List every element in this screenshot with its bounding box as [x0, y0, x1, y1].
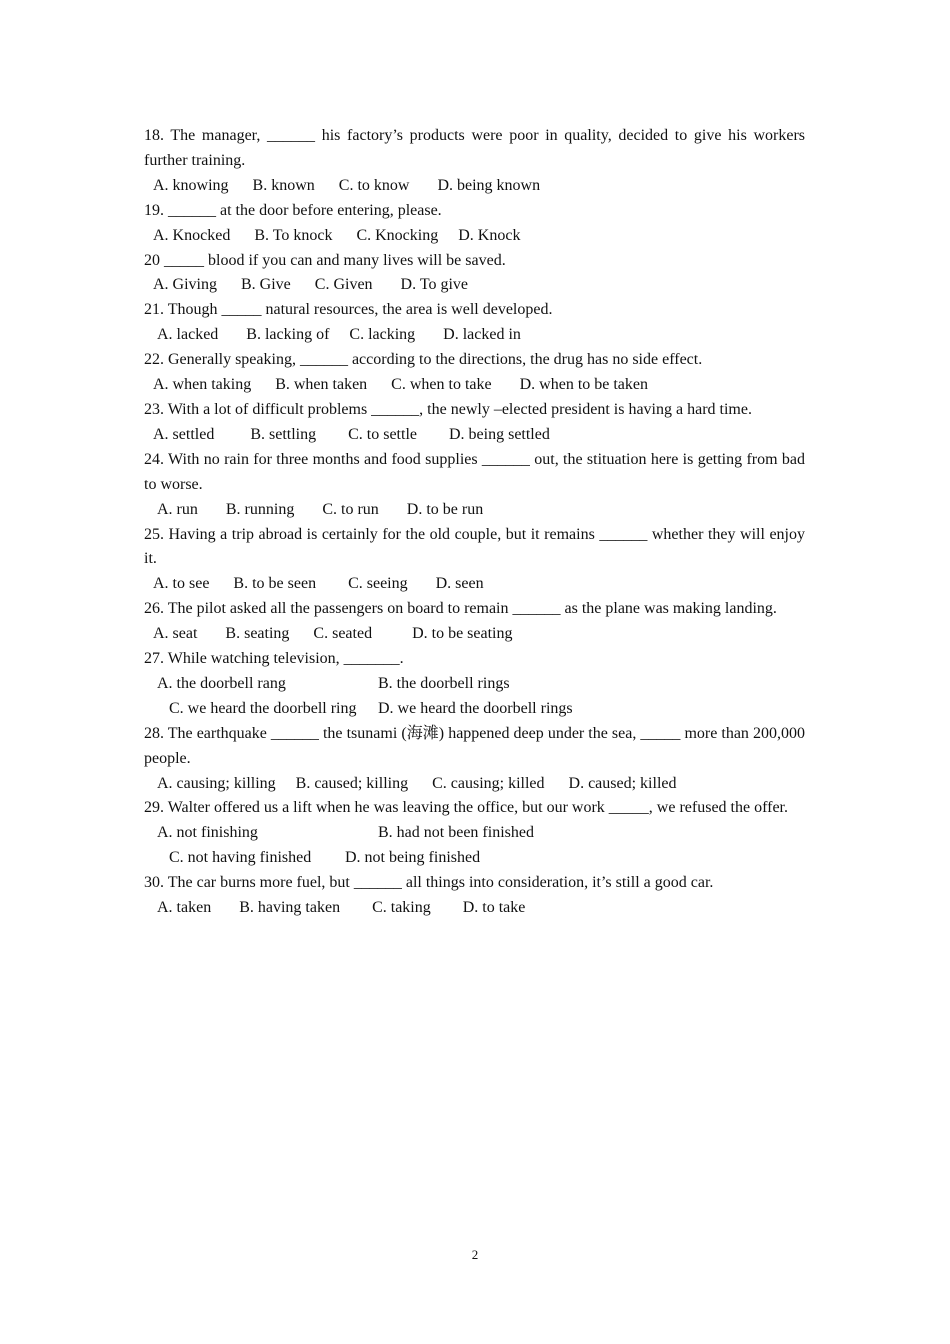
question-28-stem: 28. The earthquake ______ the tsunami (海滩) happened deep under the sea, _____ more than 200,000 people.	[144, 724, 805, 767]
question-27-option-b: B. the doorbell rings	[378, 674, 510, 692]
question-22-stem: 22. Generally speaking, ______ according to the directions, the drug has no side effect.	[144, 351, 703, 369]
question-29-options-row2	[144, 846, 805, 871]
question-23-options: A. settled B. settling C. to settle D. being settled	[153, 425, 550, 443]
question-29-options-row1	[144, 821, 805, 846]
question-29-option-c: C. not having finished	[169, 849, 312, 867]
question-26-options: A. seat B. seating C. seated D. to be seating	[153, 625, 513, 643]
question-22-options: A. when taking B. when taken C. when to take D. when to be taken	[153, 376, 649, 394]
question-27-options-row2	[144, 697, 805, 722]
question-24-stem: 24. With no rain for three months and food supplies ______ out, the stituation here is getting from bad to worse.	[144, 450, 805, 493]
question-23-stem: 23. With a lot of difficult problems ______, the newly –elected president is having a hard time.	[144, 400, 752, 418]
question-27-stem: 27. While watching television, _______.	[144, 650, 404, 668]
question-27-options-row1	[144, 672, 805, 697]
question-27-option-c: C. we heard the doorbell ring	[169, 699, 357, 717]
question-29-option-d: D. not being finished	[345, 849, 481, 867]
question-24-options: A. run B. running C. to run D. to be run	[157, 500, 484, 518]
question-19-stem: 19. ______ at the door before entering, please.	[144, 201, 442, 219]
question-27-option-d: D. we heard the doorbell rings	[378, 699, 573, 717]
question-26-stem: 26. The pilot asked all the passengers on board to remain ______ as the plane was making landing.	[144, 600, 777, 618]
question-29-option-a: A. not finishing	[157, 824, 258, 842]
question-21-stem: 21. Though _____ natural resources, the area is well developed.	[144, 301, 553, 319]
question-20-stem: 20 _____ blood if you can and many lives will be saved.	[144, 251, 506, 269]
question-30-options: A. taken B. having taken C. taking D. to take	[157, 899, 526, 917]
question-list	[144, 124, 805, 921]
question-29-stem: 29. Walter offered us a lift when he was leaving the office, but our work _____, we refused the offer.	[144, 799, 788, 817]
question-28-options: A. causing; killing B. caused; killing C. causing; killed D. caused; killed	[157, 774, 677, 792]
question-29-option-b: B. had not been finished	[378, 824, 534, 842]
question-25-options: A. to see B. to be seen C. seeing D. seen	[153, 575, 484, 593]
question-18-options: A. knowing B. known C. to know D. being known	[153, 176, 541, 194]
question-25-stem: 25. Having a trip abroad is certainly for the old couple, but it remains ______ whether they will enjoy it.	[144, 525, 805, 568]
question-19-options: A. Knocked B. To knock C. Knocking D. Knock	[153, 226, 521, 244]
question-27-option-a: A. the doorbell rang	[157, 674, 286, 692]
question-18-stem: 18. The manager, ______ his factory’s products were poor in quality, decided to give his workers further training.	[144, 127, 805, 169]
question-20-options: A. Giving B. Give C. Given D. To give	[153, 276, 469, 294]
question-30-stem: 30. The car burns more fuel, but ______ all things into consideration, it’s still a good car.	[144, 874, 714, 892]
question-21-options: A. lacked B. lacking of C. lacking D. lacked in	[157, 326, 521, 344]
page-number: 2	[471, 1247, 479, 1262]
